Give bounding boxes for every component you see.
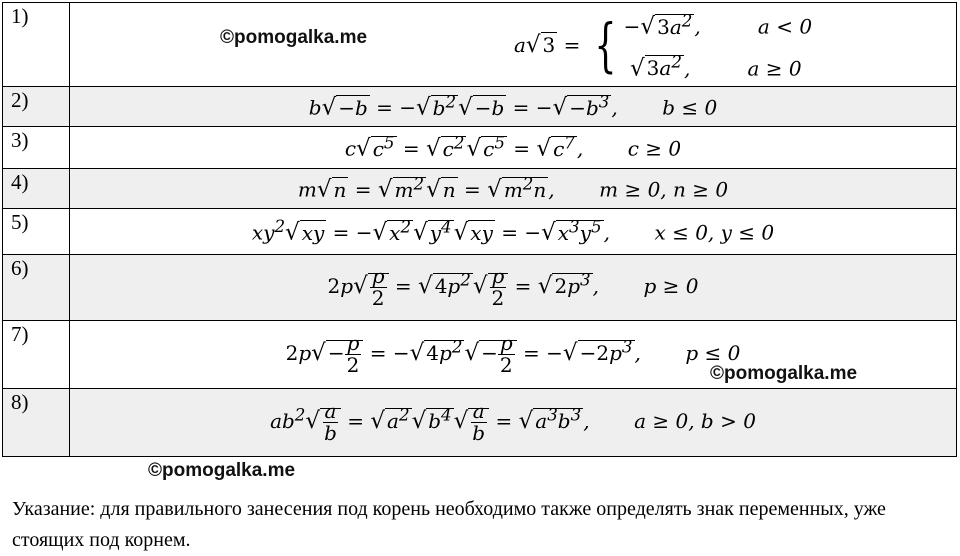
formula-3: c√ $c^5$ = √ $c^2√$ $c^5$ = √ $c^7$ , c ≥ 0 <box>70 127 957 169</box>
watermark: ©pomogalka.me <box>710 363 858 385</box>
formula-4: m√ n = √ $m^2√$ n = √ $m^2n$ , m ≥ 0, n ≥ 0 <box>70 169 957 209</box>
formula-1: a√ 3 = { −√ $3a^2$ , a < 0 √ $3a^2$ , a ≥ 0 <box>513 10 813 82</box>
note-text: Указание: для правильного занесения под корень необходимо также определять знак переменных, уже стоящих под корнем. <box>12 498 886 551</box>
formula-7: ©pomogalka.me 2p√ − $\frac{p}{2}$ = −√ $4p^2√$ − $\frac{p}{2}$ = −√ $-2p^3$ , p ≤ 0 <box>70 321 957 389</box>
formula-2: b√ −b = −√ $b^2√ -b$ = −√ $-b^3$ , b ≤ 0 <box>70 87 957 127</box>
row-number: 2) <box>3 87 70 127</box>
row-number: 4) <box>3 169 70 209</box>
condition: b ≤ 0 <box>662 96 718 121</box>
row-number: 8) <box>3 389 70 457</box>
row-number: 3) <box>3 127 70 169</box>
condition: c ≥ 0 <box>627 137 682 162</box>
row-number: 6) <box>3 255 70 321</box>
condition: a ≥ 0, b > 0 <box>634 409 756 434</box>
condition: p ≤ 0 <box>685 341 741 366</box>
solutions-table <box>2 2 957 457</box>
formula-8: $ab^2√$ $\frac{a}{b}$ = √ $a^2√$ $b^4√$ $\frac{a}{b}$ = √ $a^3b^3$ , a ≥ 0, b > 0 <box>70 389 957 457</box>
row-number: 7) <box>3 321 70 389</box>
condition: x ≤ 0, y ≤ 0 <box>654 221 775 246</box>
condition: m ≥ 0, n ≥ 0 <box>599 178 729 203</box>
formula-cell <box>70 3 957 87</box>
row-number: 1) <box>3 3 70 87</box>
condition: p ≥ 0 <box>643 274 699 299</box>
formula-5: $xy^2√$ xy = −√ $x^2√$ $y^4√$ xy = −√ $x^3y^5$ , x ≤ 0, y ≤ 0 <box>70 209 957 255</box>
formula-6: 2p√ $\frac{p}{2}$ = √ $4p^2√$ $\frac{p}{2}$ = √ $2p^3$ , p ≥ 0 <box>70 255 957 321</box>
watermark: ©pomogalka.me <box>148 460 296 481</box>
row-number: 5) <box>3 209 70 255</box>
watermark: ©pomogalka.me <box>220 27 368 48</box>
